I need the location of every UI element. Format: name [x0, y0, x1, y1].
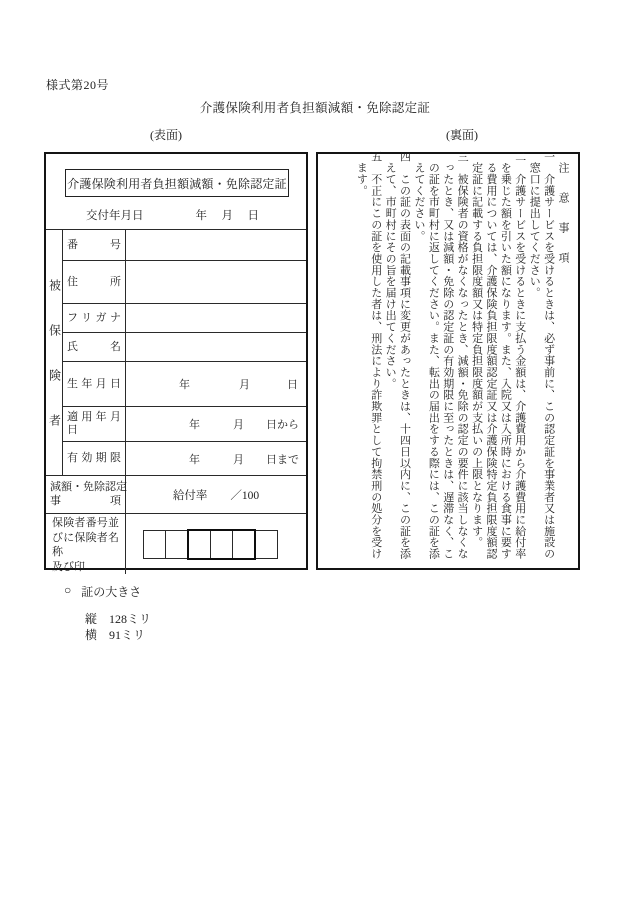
size-width-line: 横 91ミリ [85, 628, 146, 642]
size-height-line: 縦 128ミリ [85, 612, 152, 626]
field-value-furigana [126, 304, 306, 333]
reduction-exemption-label: 減額・免除認定 事項 [46, 476, 126, 514]
field-value-birthdate: 年 月 日 [126, 362, 306, 407]
front-side-label: (表面) [150, 128, 182, 142]
front-certificate-card [44, 152, 308, 573]
certificate-size-note [64, 583, 141, 600]
insured-info-table [46, 229, 306, 573]
back-notes-panel [316, 152, 580, 570]
field-value-expiry: 年 月 日まで [126, 442, 306, 476]
number-box [232, 531, 254, 558]
issue-date-label: 交付年月日 [86, 210, 144, 222]
note-item-2: 二介護サービスを受けるときに支払う金額は、介護費用から介護費用に給付率を乗じた額を引いた額になります。また、入院又は入所時における食事に要する費用については、介護保険負担限度額認定証又は介護保険特定負担限度額認定証に記載する負担限度額又は特定負担限度額が支払いの上限となります。 [470, 150, 526, 560]
benefit-rate-value: 給付率 ／100 [126, 476, 306, 514]
field-value-number [126, 230, 306, 261]
field-label-number: 番号 [63, 230, 126, 261]
number-box [166, 530, 188, 559]
field-value-address [126, 261, 306, 304]
number-box [256, 530, 278, 559]
notes-heading: 注意事項 [557, 162, 569, 282]
insurer-number-boxes [143, 529, 278, 560]
note-item-5: 五不正にこの証を使用した者は、刑法により詐欺罪として拘禁刑の処分を受けます。 [355, 150, 382, 559]
form-number: 様式第20号 [46, 78, 110, 92]
insurer-number-cell [126, 514, 306, 574]
field-value-name [126, 333, 306, 362]
size-note-title: 証の大きさ [81, 585, 142, 599]
page-title: 介護保険利用者負担額減額・免除認定証 [199, 101, 431, 115]
card-title-box [65, 169, 289, 197]
number-box-thick-group [187, 529, 256, 560]
note-item-4: 四この証の表面の記載事項に変更があったときは、十四日以内に、この証を添えて、市町村にその旨を届け出てください。 [384, 150, 411, 559]
insurer-number-name-seal-label: 保険者番号並 びに保険者名称 及び印 [46, 514, 126, 574]
field-label-expiry: 有効期限 [63, 442, 126, 476]
card-title: 介護保険利用者負担額減額・免除認定証 [67, 176, 287, 191]
issue-date-value: 年 月 日 [195, 210, 261, 222]
number-box [143, 530, 166, 559]
number-box [210, 531, 232, 558]
number-box [189, 531, 210, 558]
field-label-furigana: フリガナ [63, 304, 126, 333]
field-label-birthdate: 生年月日 [63, 362, 126, 407]
field-label-address: 住所 [63, 261, 126, 304]
issue-date-row [86, 207, 302, 223]
note-item-3: 三被保険者の資格がなくなったとき、減額・免除の認定の要件に該当しなくなったとき、又は減額・免除の認定証の有効期限に至ったときは、遅滞なく、この証を市町村に返してください。また、転出の届出をする際には、この証を添えてください。 [412, 150, 469, 560]
insured-person-vertical-label: 被保険者 [46, 230, 63, 476]
field-value-application-date: 年 月 日から [126, 407, 306, 442]
note-item-1: 一介護サービスを受けるときは、必ず事前に、この認定証を事業者又は施設の窓口に提出してください。 [528, 150, 555, 559]
vertical-notes-text [318, 150, 578, 568]
circle-bullet-icon: ○ [64, 583, 72, 597]
back-side-label: (裏面) [446, 128, 478, 142]
field-label-application-date: 適用年月日 [63, 407, 126, 442]
field-label-name: 氏名 [63, 333, 126, 362]
